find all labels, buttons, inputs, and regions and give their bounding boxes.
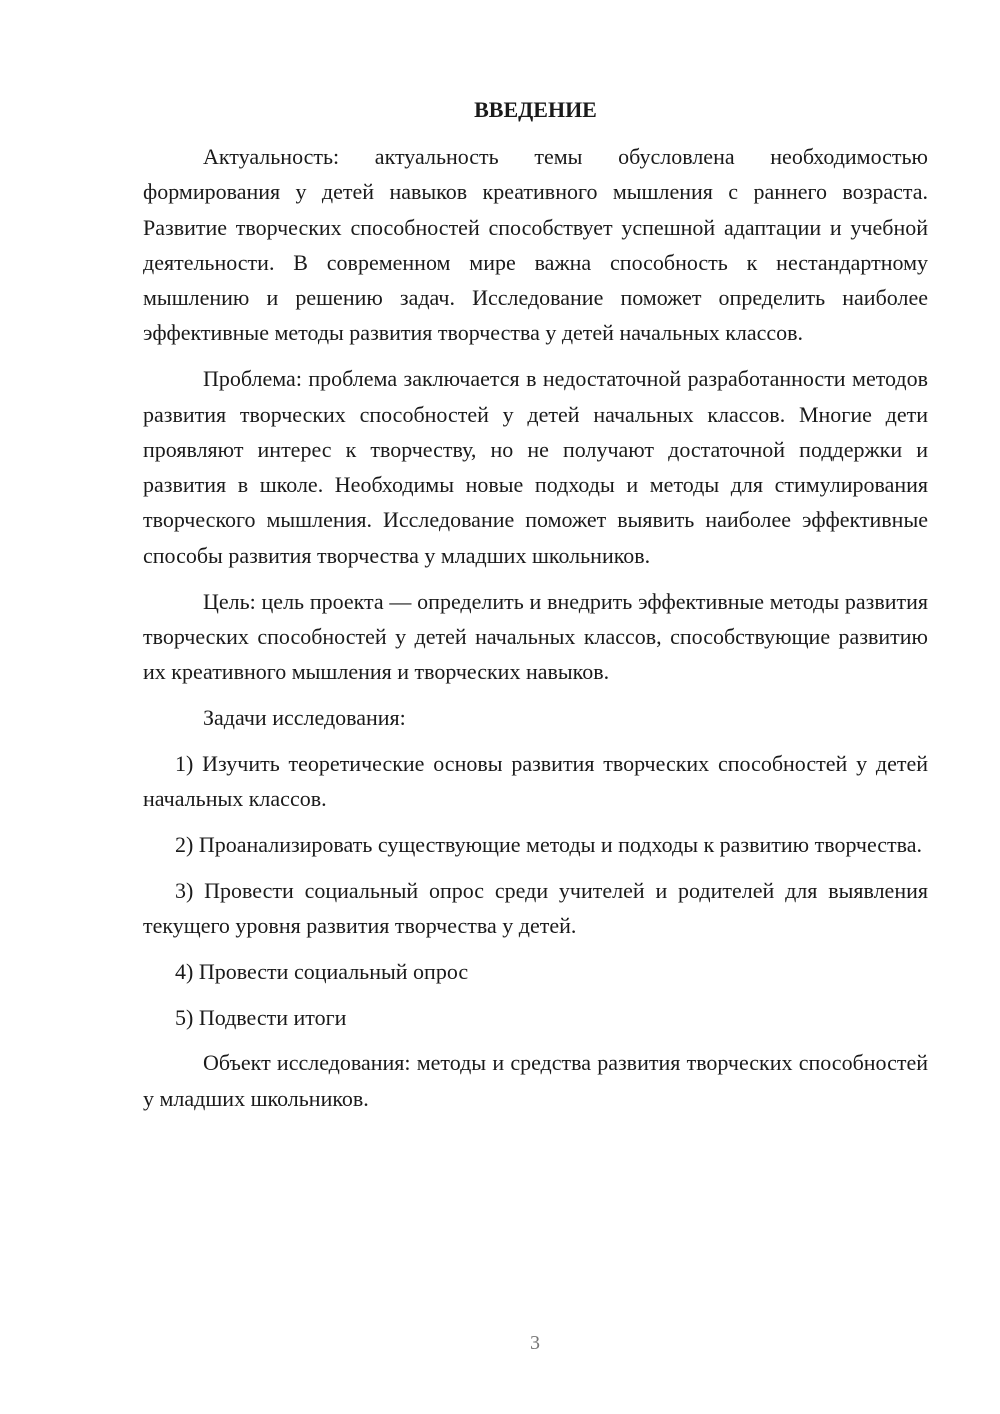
- task-item-4: 4) Провести социальный опрос: [175, 958, 469, 984]
- task-item-5: 5) Подвести итоги: [175, 1004, 347, 1030]
- document-page: [143, 92, 928, 1126]
- paragraph-goal: Цель: цель проекта — определить и внедрить эффективные методы развития творческих способностей у детей начальных классов, способствующие развитию их креативного мышления и творческих навыков.: [143, 588, 928, 685]
- paragraph-object: Объект исследования: методы и средства развития творческих способностей у младших школьников.: [143, 1050, 928, 1111]
- page-title: ВВЕДЕНИЕ: [474, 97, 597, 122]
- page-number: 3: [530, 1332, 540, 1354]
- task-item-3: 3) Провести социальный опрос среди учителей и родителей для выявления текущего уровня развития творчества у детей.: [143, 877, 928, 938]
- task-item-1: 1) Изучить теоретические основы развития творческих способностей у детей начальных классов.: [143, 750, 928, 812]
- task-item-2: 2) Проанализировать существующие методы и подходы к развитию творчества.: [175, 831, 923, 857]
- paragraph-problem: Проблема: проблема заключается в недостаточной разработанности методов развития творческих способностей у детей начальных классов. Многие дети проявляют интерес к творчеству, но не получают достаточной поддержки и развития в школе. Необходимы новые подходы и методы для стимулирования творческого мышления. Исследование поможет выявить наиболее эффективные способы развития творчества у младших школьников.: [143, 366, 928, 568]
- paragraph-tasks-heading: Задачи исследования:: [203, 704, 406, 730]
- paragraph-relevance: Актуальность: актуальность темы обусловлена необходимостью формирования у детей навыков креативного мышления с раннего возраста. Развитие творческих способностей способствует успешной адаптации и учебной деятельности. В современном мире важна способность к нестандартному мышлению и решению задач. Исследование поможет определить наиболее эффективные методы развития творчества у детей начальных классов.: [143, 144, 928, 346]
